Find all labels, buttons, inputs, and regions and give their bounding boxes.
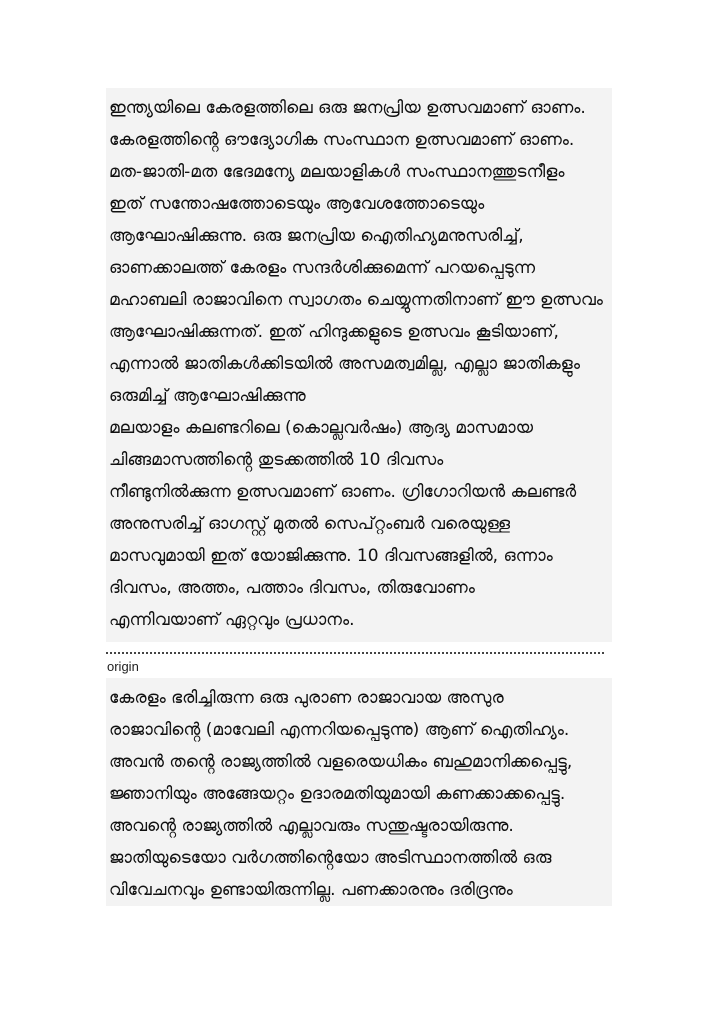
text-line: ചിങ്ങമാസത്തിൻ്റെ തുടക്കത്തിൽ 10 ദിവസം	[109, 450, 444, 470]
text-line: ജ്ഞാനിയും അങ്ങേയറ്റം ഉദാരമതിയുമായി കണക്കാക്കപ്പെട്ടു.	[109, 784, 566, 804]
text-line: ദിവസം, അത്തം, പത്താം ദിവസം, തിരുവോണം	[109, 578, 475, 598]
text-line: കേരളത്തിൻ്റെ ഔദ്യോഗിക സംസ്ഥാന ഉത്സവമാണ് ഓണം.	[109, 130, 575, 150]
text-line: ഓണക്കാലത്ത് കേരളം സന്ദർശിക്കുമെന്ന് പറയപ്പെടുന്ന	[109, 258, 536, 278]
text-line: കേരളം ഭരിച്ചിരുന്ന ഒരു പുരാണ രാജാവായ അസുര	[109, 688, 504, 708]
text-line: ഒരുമിച്ച് ആഘോഷിക്കുന്നു	[109, 386, 306, 406]
text-line: അവൻ്റെ രാജ്യത്തിൽ എല്ലാവരും സന്തുഷ്ടരായിരുന്നു.	[109, 816, 514, 836]
dotted-divider	[106, 652, 604, 654]
text-line: അനുസരിച്ച് ഓഗസ്റ്റ് മുതൽ സെപ്റ്റംബർ വരെയുള്ള	[109, 514, 511, 534]
text-line: ജാതിയുടെയോ വർഗത്തിൻ്റെയോ അടിസ്ഥാനത്തിൽ ഒരു	[109, 848, 552, 868]
text-line: രാജാവിൻ്റെ (മാവേലി എന്നറിയപ്പെടുന്നു) ആണ് ഐതിഹ്യം.	[109, 720, 570, 740]
text-line: ആഘോഷിക്കുന്നു. ഒരു ജനപ്രിയ ഐതിഹ്യമനുസരിച്ച്,	[109, 226, 524, 246]
origin-paragraph	[106, 678, 612, 906]
text-line: മഹാബലി രാജാവിനെ സ്വാഗതം ചെയ്യുന്നതിനാണ് ഈ ഉത്സവം	[109, 290, 603, 310]
text-line: മത-ജാതി-മത ഭേദമന്യേ മലയാളികൾ സംസ്ഥാനത്തുടനീളം	[109, 162, 565, 182]
text-line: എന്നാൽ ജാതികൾക്കിടയിൽ അസമത്വമില്ല, എല്ലാ ജാതികളും	[109, 354, 580, 374]
text-line: മാസവുമായി ഇത് യോജിക്കുന്നു. 10 ദിവസങ്ങളിൽ, ഒന്നാം	[109, 546, 553, 566]
section-label-origin: origin	[107, 659, 139, 674]
text-line: വിവേചനവും ഉണ്ടായിരുന്നില്ല. പണക്കാരനും ദരിദ്രനും	[109, 880, 513, 900]
text-line: മലയാളം കലണ്ടറിലെ (കൊല്ലവർഷം) ആദ്യ മാസമായ	[109, 418, 533, 438]
text-line: ആഘോഷിക്കുന്നത്. ഇത് ഹിന്ദുക്കളുടെ ഉത്സവം കൂടിയാണ്,	[109, 322, 559, 342]
text-line: ഇത് സന്തോഷത്തോടെയും ആവേശത്തോടെയും	[109, 194, 485, 214]
onam-intro-paragraph	[106, 88, 612, 642]
text-line: നീണ്ടുനിൽക്കുന്ന ഉത്സവമാണ് ഓണം. ഗ്രിഗോറിയൻ കലണ്ടർ	[109, 482, 577, 502]
text-line: എന്നിവയാണ് ഏറ്റവും പ്രധാനം.	[109, 610, 355, 630]
text-line: ഇന്ത്യയിലെ കേരളത്തിലെ ഒരു ജനപ്രിയ ഉത്സവമാണ് ഓണം.	[109, 98, 586, 118]
text-line: അവൻ തൻ്റെ രാജ്യത്തിൽ വളരെയധികം ബഹുമാനിക്കപ്പെട്ടു,	[109, 752, 573, 772]
